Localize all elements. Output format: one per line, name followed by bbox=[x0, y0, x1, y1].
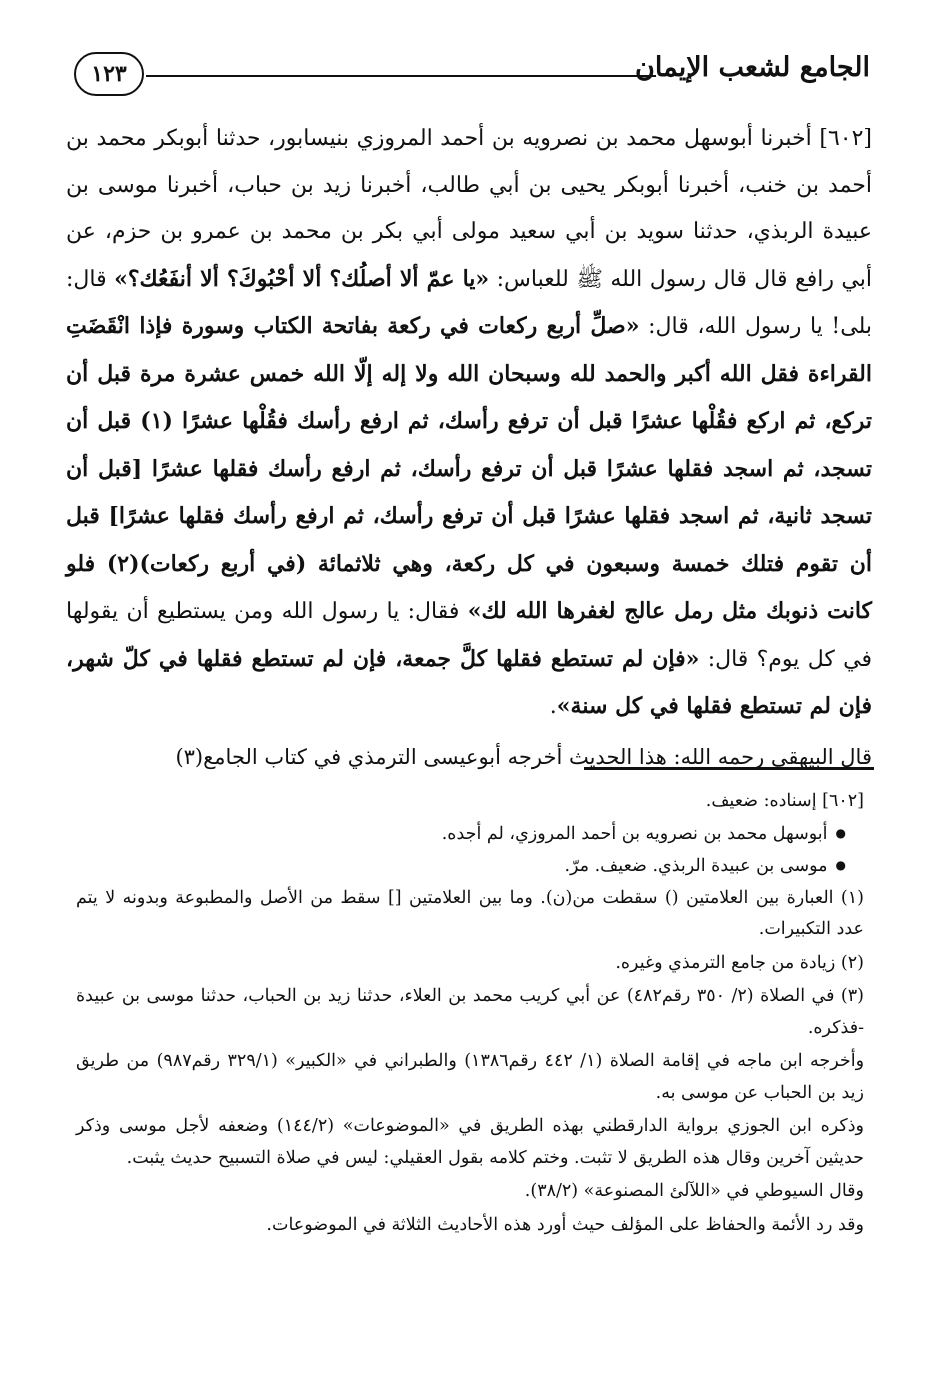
footnote-3-paragraph-1: وأخرجه ابن ماجه في إقامة الصلاة (١/ ٤٤٢ رقم١٣٨٦) والطبراني في «الكبير» (٣٢٩/١ رقم٩٨٧) من طريق زيد بن الحباب عن موسى به. bbox=[76, 1051, 865, 1103]
hadith-chain: أخبرنا أبوسهل محمد بن نصرويه بن أحمد المروزي بنيسابور، حدثنا أبوبكر محمد بن أحمد بن خنب، أخبرنا أبوبكر يحيى بن أبي طالب، أخبرنا زيد بن حباب، أخبرنا موسى بن عبيدة الربذي، حدثنا سويد بن أبي سعيد مولى أبي بكر بن محمد بن عمرو بن حزم، عن أبي رافع قال قال رسول الله ﷺ للعباس: bbox=[66, 126, 872, 292]
footnote-2: (٢) زيادة من جامع الترمذي وغيره. bbox=[615, 952, 864, 973]
hadith-quote-3: «فإن لم تستطع فقلها كلَّ جمعة، فإن لم تستطع فقلها في كلّ شهر، فإن لم تستطع فقلها في كل سنة» bbox=[66, 645, 872, 719]
hadith-number: [٦٠٢] bbox=[819, 126, 872, 151]
footnote-3-paragraph-4: وقد رد الأئمة والحفاظ على المؤلف حيث أورد هذه الأحاديث الثلاثة في الموضوعات. bbox=[266, 1214, 864, 1235]
footnote-bullet-2: ● موسى بن عبيدة الربذي. ضعيف. مرّ. bbox=[76, 850, 864, 883]
hadith-quote-2: «صلِّ أربع ركعات في ركعة بفاتحة الكتاب وسورة فإذا انْقَضَتِ القراءة فقل الله أكبر والحمد لله وسبحان الله ولا إله إلّا الله خمس عشرة مرة قبل أن تركع، ثم اركع فقُلْها عشرًا قبل أن ترفع رأسك، ثم ارفع رأسك فقُلْها عشرًا (١) قبل أن تسجد، ثم اسجد فقلها عشرًا قبل أن ترفع رأسك، ثم ارفع رأسك فقلها عشرًا [قبل أن تسجد ثانية، ثم اسجد فقلها عشرًا قبل أن ترفع رأسك، ثم ارفع رأسك فقلها عشرًا] قبل أن تقوم فتلك خمسة وسبعون في كل ركعة، وهي ثلاثمائة (في أربع ركعات)(٢) فلو كانت ذنوبك مثل رمل عالج لغفرها الله لك» bbox=[66, 313, 872, 624]
hadith-paragraph bbox=[66, 116, 872, 731]
footnote-bullet-1: ● أبوسهل محمد بن نصرويه بن أحمد المروزي، لم أجده. bbox=[76, 818, 864, 851]
hadith-quote-1: «يا عمّ ألا أصلُك؟ ألا أحْبُوكَ؟ ألا أنفَعُك؟» bbox=[114, 265, 490, 292]
hadith-reply: قال: بلى! يا رسول الله، قال: bbox=[66, 266, 872, 339]
footnote-separator bbox=[584, 767, 874, 770]
page-number: ١٢٣ bbox=[74, 52, 144, 96]
footnote-3-paragraph-2: وذكره ابن الجوزي برواية الدارقطني بهذه الطريق في «الموضوعات» (١٤٤/٢) وضعفه لأجل موسى وذكر حديثين آخرين وقال هذه الطريق لا تثبت. وختم كلامه بقول العقيلي: ليس في صلاة التسبيح حديث يثبت. bbox=[76, 1116, 865, 1168]
hadith-end: . bbox=[549, 694, 557, 719]
running-header bbox=[74, 42, 870, 104]
hadith-question: فقال: يا رسول الله ومن يستطيع أن يقولها في كل يوم؟ قال: bbox=[66, 599, 872, 672]
bayhaqi-note: قال البيهقي رحمه الله: هذا الحديث أخرجه أبوعيسى الترمذي في كتاب الجامع(٣) bbox=[175, 744, 872, 769]
footnote-3: (٣) في الصلاة (٢/ ٣٥٠ رقم٤٨٢) عن أبي كريب محمد بن العلاء، حدثنا زيد بن الحباب، حدثنا موسى بن عبيدة -فذكره. bbox=[76, 986, 864, 1038]
footnote-1: (١) العبارة بين العلامتين () سقطت من(ن). وما بين العلامتين [] سقط من الأصل والمطبوعة وبدونه لا يتم عدد التكبيرات. bbox=[76, 887, 864, 939]
header-rule bbox=[146, 75, 656, 77]
footnote-isnad: [٦٠٢] إسناده: ضعيف. bbox=[705, 791, 864, 811]
main-text bbox=[66, 116, 872, 777]
footnotes bbox=[76, 786, 864, 1241]
footnote-3-paragraph-3: وقال السيوطي في «اللآلئ المصنوعة» (٣٨/٢). bbox=[524, 1181, 864, 1201]
book-title: الجامع لشعب الإيمان bbox=[635, 52, 870, 83]
